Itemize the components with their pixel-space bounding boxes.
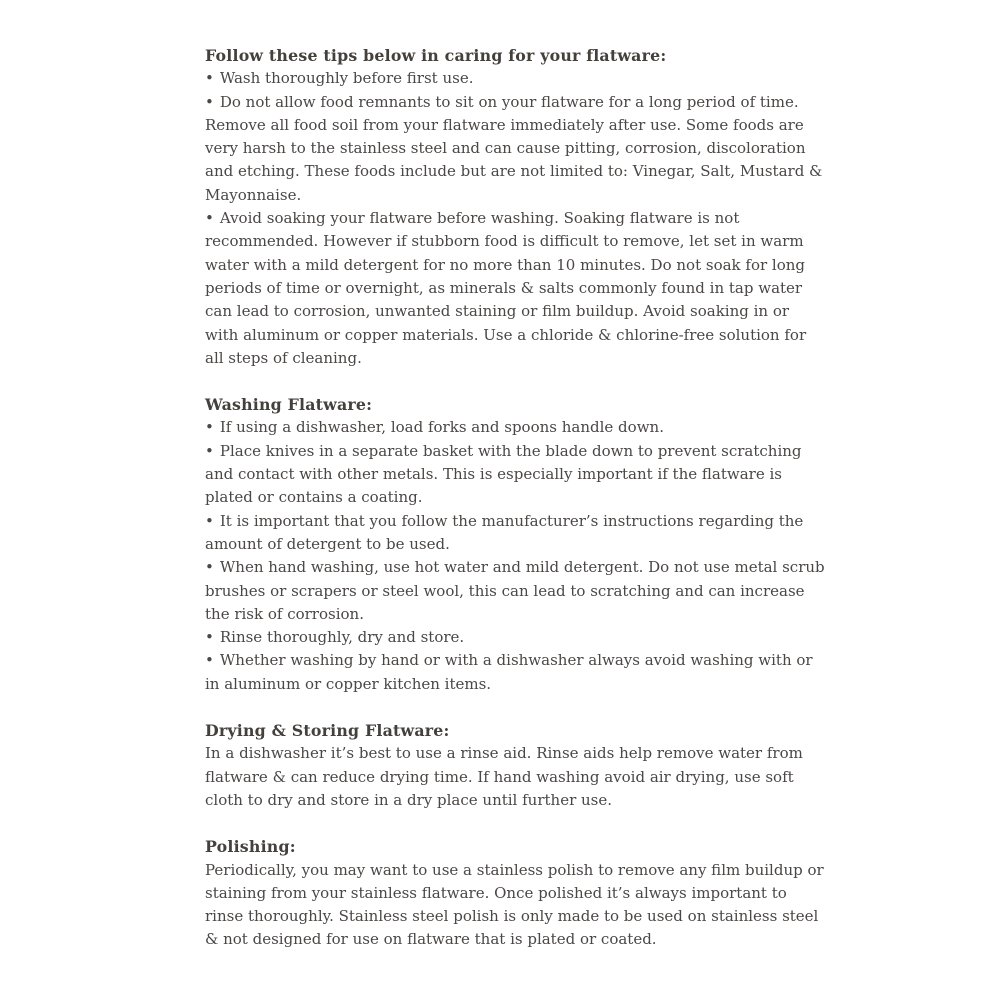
section-heading: Washing Flatware:	[205, 395, 373, 415]
bullet-glyph: •	[205, 418, 214, 437]
section-paragraph: In a dishwasher it’s best to use a rinse aid. Rinse aids help remove water from flatware & can reduce drying time. If hand washing avoid air drying, use soft cloth to dry and store in a dry place until further use.	[205, 744, 803, 809]
bullet-item	[205, 626, 825, 649]
bullet-glyph: •	[205, 628, 214, 647]
bullet-text: It is important that you follow the manufacturer’s instructions regarding the amount of detergent to be used.	[205, 511, 804, 553]
bullet-glyph: •	[205, 511, 214, 530]
bullet-glyph: •	[205, 209, 214, 228]
section-washing	[205, 393, 825, 696]
bullet-item	[205, 67, 825, 90]
bullet-glyph: •	[205, 69, 214, 88]
bullet-text: When hand washing, use hot water and mild detergent. Do not use metal scrub brushes or scrapers or steel wool, this can lead to scratching and can increase the risk of corrosion.	[205, 558, 825, 623]
bullet-text: Avoid soaking your flatware before washing. Soaking flatware is not recommended. However if stubborn food is difficult to remove, let set in warm water with a mild detergent for no more than 10 minutes. Do not soak for long periods of time or overnight, as minerals & salts commonly found in tap water can lead to corrosion, unwanted staining or film buildup. Avoid soaking in or with aluminum or copper materials. Use a chloride & chlorine-free solution for all steps of cleaning.	[205, 209, 807, 367]
bullet-glyph: •	[205, 92, 214, 111]
bullet-glyph: •	[205, 441, 214, 460]
bullet-text: Whether washing by hand or with a dishwasher always avoid washing with or in aluminum or copper kitchen items.	[205, 651, 813, 693]
section-care-tips	[205, 44, 825, 370]
bullet-glyph: •	[205, 558, 214, 577]
section-heading: Polishing:	[205, 837, 296, 857]
section-paragraph: Periodically, you may want to use a stainless polish to remove any film buildup or staining from your stainless flatware. Once polished it’s always important to rinse thoroughly. Stainless steel polish is only made to be used on stainless steel & not designed for use on flatware that is plated or coated.	[205, 860, 824, 949]
bullet-glyph: •	[205, 651, 214, 670]
bullet-item	[205, 440, 825, 510]
bullet-text: Rinse thoroughly, dry and store.	[219, 628, 465, 647]
bullet-text: Wash thoroughly before first use.	[219, 69, 474, 88]
section-drying-storing	[205, 719, 825, 812]
bullet-text: If using a dishwasher, load forks and spoons handle down.	[219, 418, 664, 437]
bullet-item	[205, 416, 825, 439]
section-heading: Follow these tips below in caring for your flatware:	[205, 46, 667, 65]
bullet-item	[205, 510, 825, 557]
bullet-item	[205, 649, 825, 696]
bullet-item	[205, 91, 825, 207]
bullet-item	[205, 556, 825, 626]
bullet-item	[205, 207, 825, 370]
section-heading: Drying & Storing Flatware:	[205, 721, 450, 741]
section-polishing	[205, 835, 825, 951]
flatware-care-document	[205, 44, 825, 952]
bullet-text: Do not allow food remnants to sit on your flatware for a long period of time. Remove all food soil from your flatware immediately after use. Some foods are very harsh to the stainless steel and can cause pitting, corrosion, discoloration and etching. These foods include but are not limited to: Vinegar, Salt, Mustard & Mayonnaise.	[205, 92, 823, 204]
bullet-text: Place knives in a separate basket with the blade down to prevent scratching and contact with other metals. This is especially important if the flatware is plated or contains a coating.	[205, 441, 802, 507]
